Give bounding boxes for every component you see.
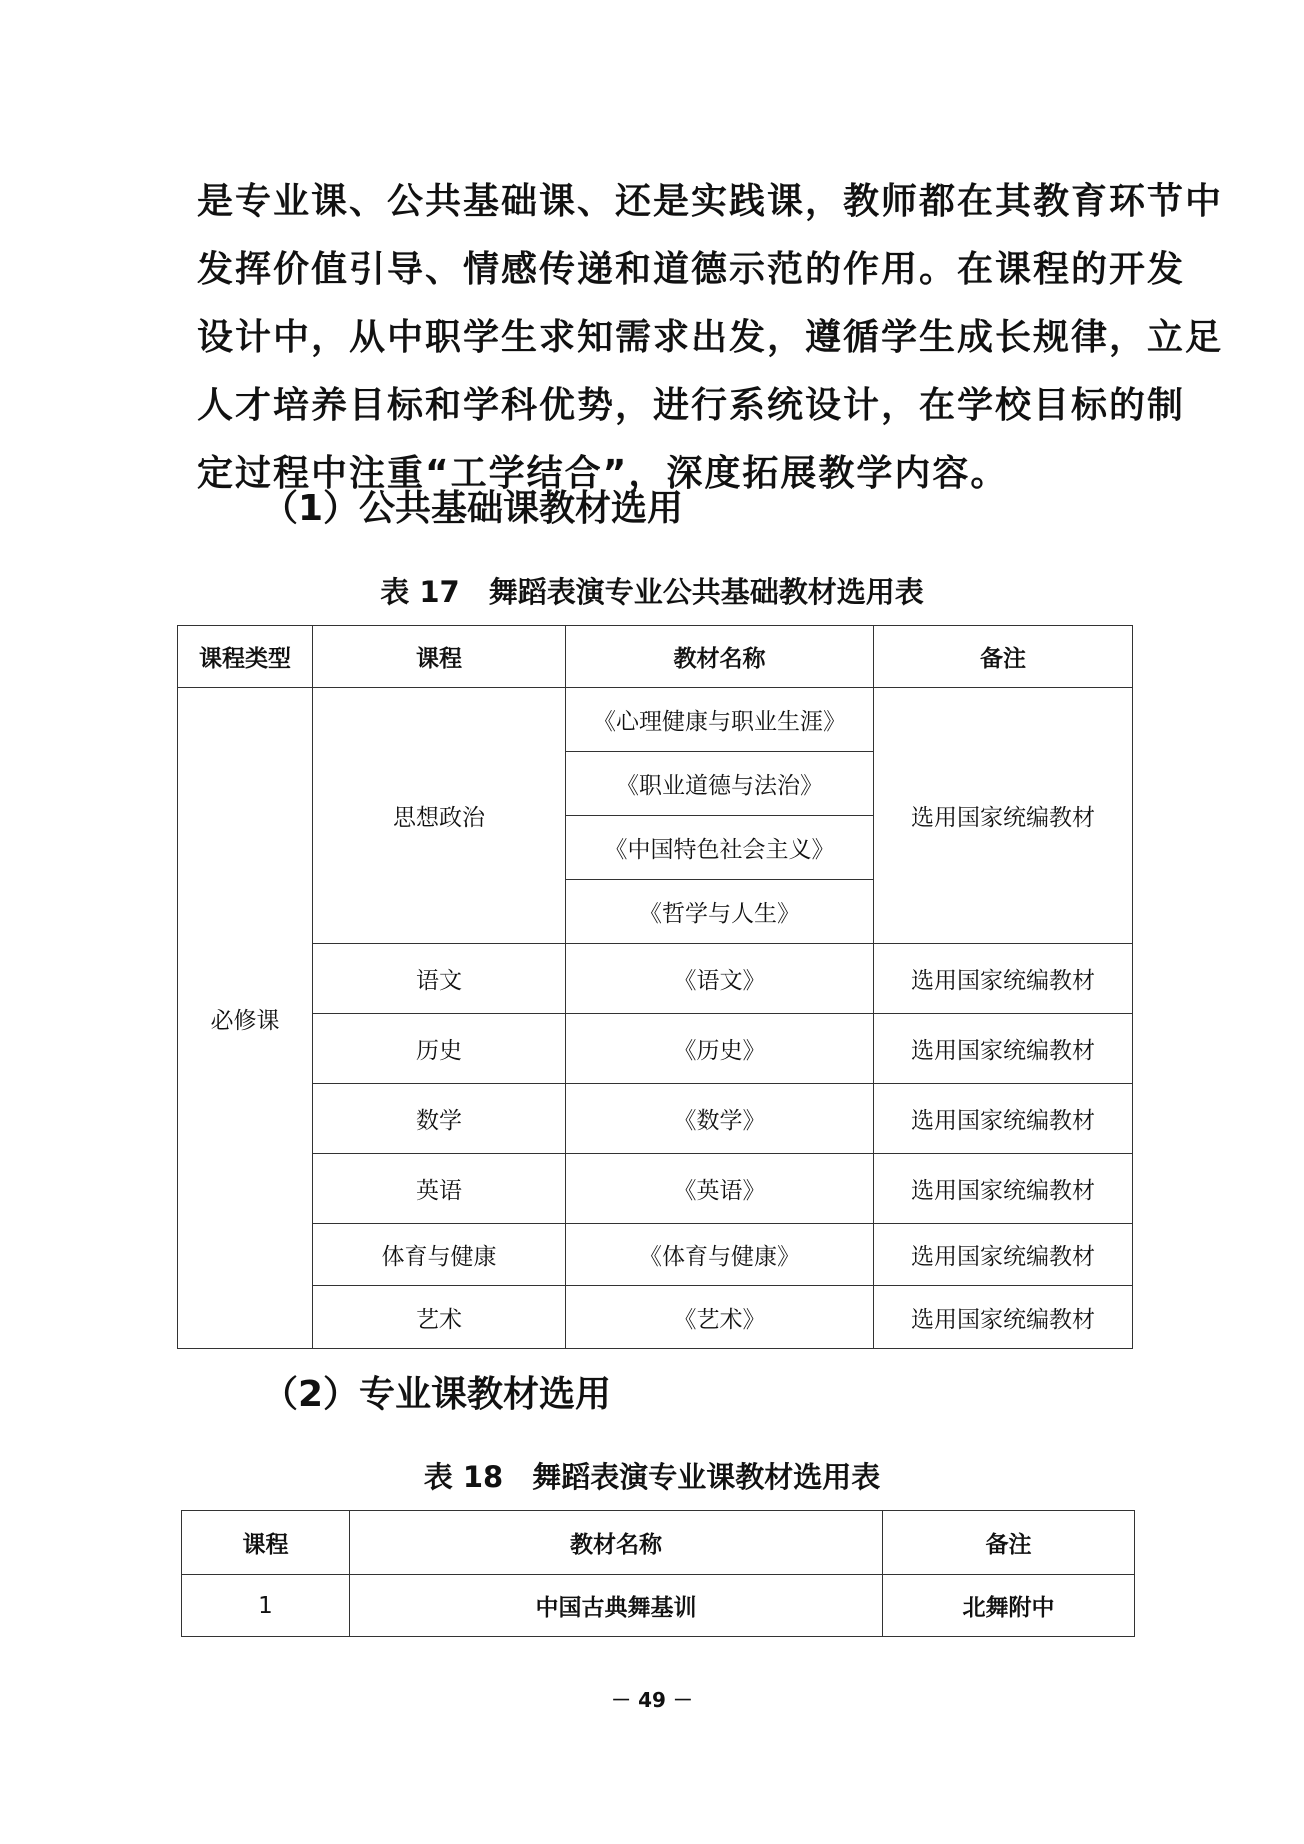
course-cell: 思想政治 xyxy=(313,688,566,944)
table-row xyxy=(178,1014,1133,1084)
header-textbook: 教材名称 xyxy=(566,626,874,688)
note-cell: 选用国家统编教材 xyxy=(874,1014,1133,1084)
note-cell: 选用国家统编教材 xyxy=(874,1224,1133,1286)
course-cell: 语文 xyxy=(313,944,566,1014)
table-row xyxy=(178,1154,1133,1224)
table-row xyxy=(178,944,1133,1014)
note-cell: 选用国家统编教材 xyxy=(874,1084,1133,1154)
table-18-caption: 表 18 舞蹈表演专业课教材选用表 xyxy=(423,1460,881,1494)
textbook-cell: 《数学》 xyxy=(566,1084,874,1154)
note-cell: 选用国家统编教材 xyxy=(874,1154,1133,1224)
course-cell: 1 xyxy=(182,1575,350,1637)
header-note: 备注 xyxy=(883,1511,1135,1575)
textbook-cell: 《艺术》 xyxy=(566,1286,874,1349)
textbook-cell: 《中国特色社会主义》 xyxy=(566,816,874,880)
textbook-cell: 《职业道德与法治》 xyxy=(566,752,874,816)
paragraph-line: 设计中，从中职学生求知需求出发，遵循学生成长规律，立足 xyxy=(197,317,1224,358)
course-cell: 英语 xyxy=(313,1154,566,1224)
textbook-cell: 《体育与健康》 xyxy=(566,1224,874,1286)
table-18 xyxy=(181,1510,1135,1637)
header-course-type: 课程类型 xyxy=(178,626,313,688)
body-paragraph xyxy=(197,168,1224,508)
course-cell: 艺术 xyxy=(313,1286,566,1349)
table-17-caption: 表 17 舞蹈表演专业公共基础教材选用表 xyxy=(380,575,924,609)
page-number: － 49 － xyxy=(611,1688,693,1712)
table-row xyxy=(182,1575,1135,1637)
section-heading-public-courses: （1）公共基础课教材选用 xyxy=(262,488,684,529)
course-type-cell: 必修课 xyxy=(178,688,313,1349)
paragraph-line: 人才培养目标和学科优势，进行系统设计，在学校目标的制 xyxy=(197,385,1186,426)
textbook-cell: 《历史》 xyxy=(566,1014,874,1084)
table-row xyxy=(178,1286,1133,1349)
textbook-cell: 中国古典舞基训 xyxy=(350,1575,883,1637)
section-heading-major-courses: （2）专业课教材选用 xyxy=(262,1374,612,1415)
table-row xyxy=(178,1084,1133,1154)
header-note: 备注 xyxy=(874,626,1133,688)
note-cell: 选用国家统编教材 xyxy=(874,944,1133,1014)
textbook-cell: 《语文》 xyxy=(566,944,874,1014)
paragraph-line: 发挥价值引导、情感传递和道德示范的作用。在课程的开发 xyxy=(197,249,1186,290)
textbook-cell: 《哲学与人生》 xyxy=(566,880,874,944)
course-cell: 历史 xyxy=(313,1014,566,1084)
note-cell: 选用国家统编教材 xyxy=(874,688,1133,944)
note-cell: 选用国家统编教材 xyxy=(874,1286,1133,1349)
course-cell: 数学 xyxy=(313,1084,566,1154)
textbook-cell: 《英语》 xyxy=(566,1154,874,1224)
course-cell: 体育与健康 xyxy=(313,1224,566,1286)
header-textbook: 教材名称 xyxy=(350,1511,883,1575)
header-course: 课程 xyxy=(313,626,566,688)
table-17 xyxy=(177,625,1133,1349)
note-cell: 北舞附中 xyxy=(883,1575,1135,1637)
table-row xyxy=(178,1224,1133,1286)
textbook-cell: 《心理健康与职业生涯》 xyxy=(566,688,874,752)
header-course: 课程 xyxy=(182,1511,350,1575)
paragraph-line: 定过程中注重“工学结合”，深度拓展教学内容。 xyxy=(197,453,1009,494)
paragraph-line: 是专业课、公共基础课、还是实践课，教师都在其教育环节中 xyxy=(197,181,1224,222)
